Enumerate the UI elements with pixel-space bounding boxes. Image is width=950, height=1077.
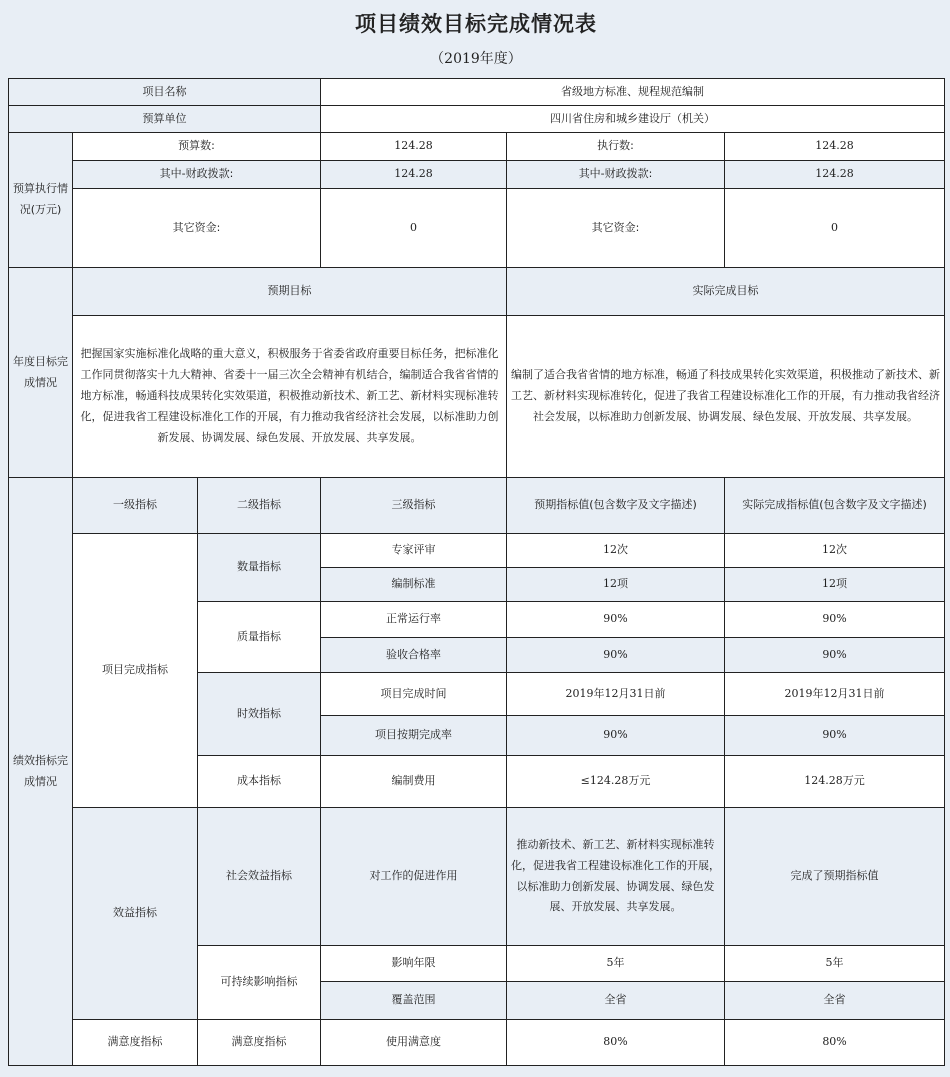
table-row-expected: 全省 (507, 982, 725, 1020)
page-subtitle-year: （2019年度） (430, 51, 522, 67)
level3-header: 三级指标 (321, 478, 507, 534)
project-name-value: 省级地方标准、规程规范编制 (321, 79, 945, 106)
quality-label: 质量指标 (198, 602, 321, 673)
social-benefit-name: 对工作的促进作用 (321, 808, 507, 946)
actual-goal-text: 编制了适合我省省情的地方标准，畅通了科技成果转化实效渠道，积极推动了新技术、新工艺、新材料实现标准转化，促进了我省工程建设标准化工作的开展，有力推动我省经济社会发展，以标准助力创新发展、协调发展、绿色发展、开放发展、共享发展。 (507, 316, 945, 478)
table-row-actual: 12次 (725, 534, 945, 568)
fiscal-exec-label: 其中-财政拨款: (507, 161, 725, 189)
fiscal-exec-value: 124.28 (725, 161, 945, 189)
table-row-actual: 90% (725, 716, 945, 756)
social-benefit-label: 社会效益指标 (198, 808, 321, 946)
fiscal-budget-value: 124.28 (321, 161, 507, 189)
exec-amount-value: 124.28 (725, 133, 945, 161)
table-row-name: 编制标准 (321, 568, 507, 602)
expected-goal-header: 预期目标 (73, 268, 507, 316)
satisfaction-group: 满意度指标 (73, 1020, 198, 1066)
social-benefit-expected: 推动新技术、新工艺、新材料实现标准转化，促进我省工程建设标准化工作的开展，以标准助力创新发展、协调发展、绿色发展、开放发展、共享发展。 (507, 808, 725, 946)
project-completion-group: 项目完成指标 (73, 534, 198, 808)
sustainable-label: 可持续影响指标 (198, 946, 321, 1020)
table-row-expected: 90% (507, 716, 725, 756)
page-title: 项目绩效目标完成情况表 (355, 11, 597, 36)
expected-value-header: 预期指标值(包含数字及文字描述) (507, 478, 725, 534)
satisfaction-name: 使用满意度 (321, 1020, 507, 1066)
table-row-actual: 5年 (725, 946, 945, 982)
social-benefit-actual: 完成了预期指标值 (725, 808, 945, 946)
project-name-label: 项目名称 (9, 79, 321, 106)
actual-value-header: 实际完成指标值(包含数字及文字描述) (725, 478, 945, 534)
budget-amount-label: 预算数: (73, 133, 321, 161)
performance-section-label: 绩效指标完成情况 (9, 478, 73, 1066)
table-row-name: 影响年限 (321, 946, 507, 982)
budget-unit-label: 预算单位 (9, 106, 321, 133)
timeliness-label: 时效指标 (198, 673, 321, 756)
satisfaction-expected: 80% (507, 1020, 725, 1066)
table-row-name: 项目按期完成率 (321, 716, 507, 756)
fiscal-budget-label: 其中-财政拨款: (73, 161, 321, 189)
satisfaction-actual: 80% (725, 1020, 945, 1066)
table-row-actual: 124.28万元 (725, 756, 945, 808)
benefit-group: 效益指标 (73, 808, 198, 1020)
other-funds-label: 其它资金: (73, 189, 321, 268)
header (8, 0, 944, 78)
annual-section-label: 年度目标完成情况 (9, 268, 73, 478)
actual-goal-header: 实际完成目标 (507, 268, 945, 316)
table-row-expected: 5年 (507, 946, 725, 982)
budget-amount-value: 124.28 (321, 133, 507, 161)
satisfaction-label: 满意度指标 (198, 1020, 321, 1066)
expected-goal-text: 把握国家实施标准化战略的重大意义，积极服务于省委省政府重要目标任务，把标准化工作同贯彻落实十九大精神、省委十一届三次全会精神有机结合，编制适合我省省情的地方标准，畅通科技成果转化实效渠道，积极推动新技术、新工艺、新材料实现标准转化，促进我省工程建设标准化工作的开展，有力推动我省经济社会发展，以标准助力创新发展、协调发展、绿色发展、开放发展、共享发展。 (73, 316, 507, 478)
level2-header: 二级指标 (198, 478, 321, 534)
exec-amount-label: 执行数: (507, 133, 725, 161)
quantity-label: 数量指标 (198, 534, 321, 602)
table-row-name: 专家评审 (321, 534, 507, 568)
table-row-name: 覆盖范围 (321, 982, 507, 1020)
table-row-name: 编制费用 (321, 756, 507, 808)
other-funds-budget: 0 (321, 189, 507, 268)
table-row-expected: 12项 (507, 568, 725, 602)
table-row-actual: 2019年12月31日前 (725, 673, 945, 716)
table-row-actual: 全省 (725, 982, 945, 1020)
table-row-expected: 90% (507, 602, 725, 638)
table-row-actual: 90% (725, 602, 945, 638)
table-row-expected: 90% (507, 638, 725, 673)
budget-section-label: 预算执行情况(万元) (9, 133, 73, 268)
table-row-name: 项目完成时间 (321, 673, 507, 716)
table-row-actual: 90% (725, 638, 945, 673)
performance-table (8, 78, 945, 1066)
budget-unit-value: 四川省住房和城乡建设厅（机关） (321, 106, 945, 133)
other-funds-exec-label: 其它资金: (507, 189, 725, 268)
table-row-actual: 12项 (725, 568, 945, 602)
table-row-name: 验收合格率 (321, 638, 507, 673)
table-row-name: 正常运行率 (321, 602, 507, 638)
table-row-expected: ≤124.28万元 (507, 756, 725, 808)
other-funds-exec: 0 (725, 189, 945, 268)
table-row-expected: 12次 (507, 534, 725, 568)
table-row-expected: 2019年12月31日前 (507, 673, 725, 716)
level1-header: 一级指标 (73, 478, 198, 534)
cost-label: 成本指标 (198, 756, 321, 808)
